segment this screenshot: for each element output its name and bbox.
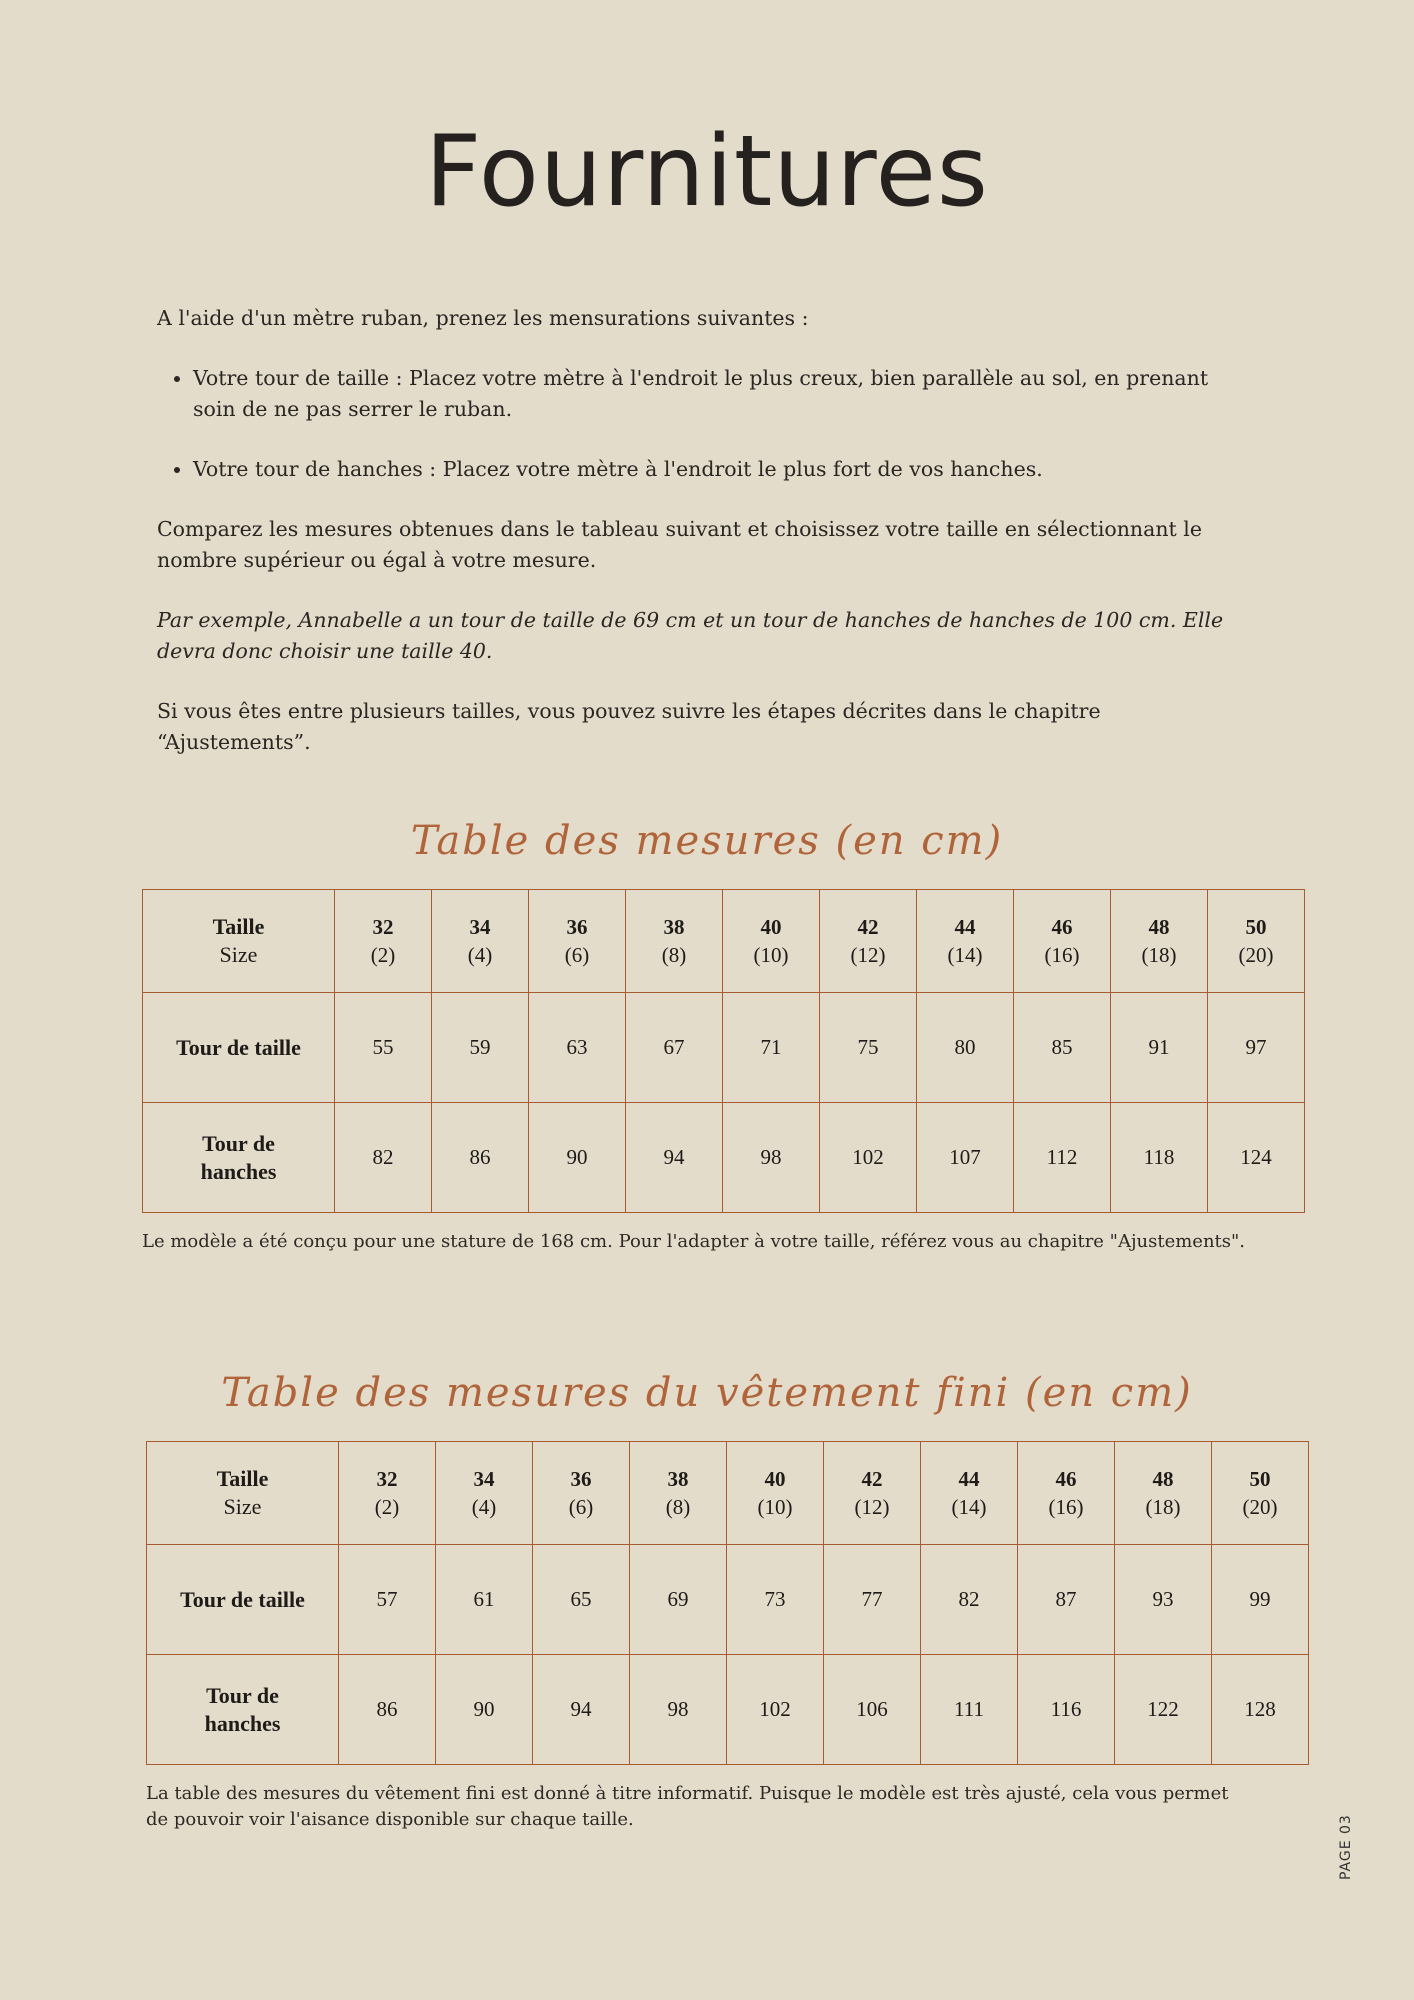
measurement-cell: 87 [1018, 1545, 1115, 1655]
measurement-cell: 63 [529, 993, 626, 1103]
finished-garment-table [146, 1441, 1309, 1765]
waist-instruction: • Votre tour de taille : Placez votre mètre à l'endroit le plus creux, bien parallèle au sol, en prenant soin de ne pas serrer le ruban. [193, 363, 1257, 425]
instructions-lead: A l'aide d'un mètre ruban, prenez les mensurations suivantes : [157, 306, 809, 330]
size-us: (16) [1048, 1495, 1084, 1519]
size-header-cell [147, 1442, 339, 1545]
size-column-header [436, 1442, 533, 1545]
size-column-header [921, 1442, 1018, 1545]
measurement-cell: 82 [335, 1103, 432, 1213]
size-column-header [824, 1442, 921, 1545]
measurement-cell: 106 [824, 1655, 921, 1765]
size-header-sublabel: Size [223, 1494, 262, 1519]
measurement-cell: 65 [533, 1545, 630, 1655]
finished-garment-title: Table des mesures du vêtement fini (en cm) [221, 1370, 1193, 1416]
size-column-header [1115, 1442, 1212, 1545]
size-column-header [1111, 890, 1208, 993]
measurement-cell: 124 [1208, 1103, 1305, 1213]
size-column-header [630, 1442, 727, 1545]
size-fr: 46 [1055, 1467, 1077, 1491]
size-fr: 32 [376, 1467, 398, 1491]
size-fr: 34 [473, 1467, 495, 1491]
size-fr: 42 [857, 915, 879, 939]
instructions [157, 303, 1257, 758]
measurement-cell: 73 [727, 1545, 824, 1655]
measurement-cell: 102 [727, 1655, 824, 1765]
size-us: (10) [757, 1495, 793, 1519]
size-us: (10) [753, 943, 789, 967]
measurement-cell: 55 [335, 993, 432, 1103]
size-column-header [1208, 890, 1305, 993]
measurement-cell: 97 [1208, 993, 1305, 1103]
measurement-cell: 75 [820, 993, 917, 1103]
size-column-header [727, 1442, 824, 1545]
size-fr: 46 [1051, 915, 1073, 939]
size-fr: 48 [1148, 915, 1170, 939]
finished-garment-note: La table des mesures du vêtement fini est donné à titre informatif. Puisque le modèle est très ajusté, cela vous permet de pouvoir voir l'aisance disponible sur chaque taille. [146, 1783, 1229, 1830]
measurement-cell: 98 [630, 1655, 727, 1765]
size-fr: 42 [861, 1467, 883, 1491]
size-column-header [335, 890, 432, 993]
measurement-cell: 82 [921, 1545, 1018, 1655]
measurement-cell: 85 [1014, 993, 1111, 1103]
size-fr: 50 [1245, 915, 1267, 939]
size-fr: 48 [1152, 1467, 1174, 1491]
measurement-cell: 59 [432, 993, 529, 1103]
size-fr: 40 [764, 1467, 786, 1491]
adjustments-paragraph: Si vous êtes entre plusieurs tailles, vous pouvez suivre les étapes décrites dans le chapitre “Ajustements”. [157, 699, 1101, 754]
size-us: (6) [564, 943, 590, 967]
measurement-cell: 122 [1115, 1655, 1212, 1765]
size-fr: 34 [469, 915, 491, 939]
size-fr: 38 [663, 915, 685, 939]
size-header-label: Taille [212, 914, 265, 939]
size-column-header [820, 890, 917, 993]
size-us: (14) [947, 943, 983, 967]
table-row [143, 1103, 1305, 1213]
size-column-header [1212, 1442, 1309, 1545]
size-us: (2) [370, 943, 396, 967]
page-number: PAGE 03 [1338, 1814, 1354, 1880]
measurement-cell: 69 [630, 1545, 727, 1655]
size-us: (14) [951, 1495, 987, 1519]
measurement-cell: 128 [1212, 1655, 1309, 1765]
size-fr: 36 [566, 915, 588, 939]
compare-paragraph: Comparez les mesures obtenues dans le tableau suivant et choisissez votre taille en sélectionnant le nombre supérieur ou égal à votre mesure. [157, 517, 1202, 572]
measurement-cell: 71 [723, 993, 820, 1103]
size-fr: 44 [954, 915, 976, 939]
example-paragraph: Par exemple, Annabelle a un tour de taille de 69 cm et un tour de hanches de hanches de 100 cm. Elle devra donc choisir une taille 40. [157, 608, 1224, 663]
measurement-cell: 86 [432, 1103, 529, 1213]
size-us: (18) [1141, 943, 1177, 967]
measurement-cell: 94 [626, 1103, 723, 1213]
measurement-cell: 91 [1111, 993, 1208, 1103]
measurement-cell: 77 [824, 1545, 921, 1655]
measurement-list [157, 363, 1257, 485]
measurement-cell: 67 [626, 993, 723, 1103]
measurement-cell: 90 [436, 1655, 533, 1765]
size-column-header [1014, 890, 1111, 993]
measurement-cell: 93 [1115, 1545, 1212, 1655]
table-header-row [147, 1442, 1309, 1545]
size-us: (6) [568, 1495, 594, 1519]
size-column-header [533, 1442, 630, 1545]
size-column-header [529, 890, 626, 993]
size-header-cell [143, 890, 335, 993]
measurement-cell: 112 [1014, 1103, 1111, 1213]
measurement-cell: 80 [917, 993, 1014, 1103]
hip-instruction: • Votre tour de hanches : Placez votre mètre à l'endroit le plus fort de vos hanches. [193, 454, 1257, 485]
size-fr: 32 [372, 915, 394, 939]
size-fr: 50 [1249, 1467, 1271, 1491]
measurement-cell: 118 [1111, 1103, 1208, 1213]
size-column-header [1018, 1442, 1115, 1545]
body-measurements-title: Table des mesures (en cm) [410, 818, 1004, 864]
measurement-cell: 61 [436, 1545, 533, 1655]
size-us: (8) [665, 1495, 691, 1519]
measurement-cell: 98 [723, 1103, 820, 1213]
table-row [147, 1655, 1309, 1765]
page-title: Fournitures [425, 115, 989, 229]
size-us: (4) [471, 1495, 497, 1519]
measurement-cell: 90 [529, 1103, 626, 1213]
body-measurements-note: Le modèle a été conçu pour une stature de 168 cm. Pour l'adapter à votre taille, référez vous au chapitre "Ajustements". [142, 1231, 1246, 1252]
size-column-header [626, 890, 723, 993]
table-row [143, 993, 1305, 1103]
measurement-cell: 99 [1212, 1545, 1309, 1655]
table-row [147, 1545, 1309, 1655]
size-fr: 40 [760, 915, 782, 939]
size-fr: 44 [958, 1467, 980, 1491]
row-label: Tour de hanches [147, 1655, 339, 1765]
size-us: (16) [1044, 943, 1080, 967]
size-us: (12) [854, 1495, 890, 1519]
size-us: (20) [1242, 1495, 1278, 1519]
measurement-cell: 86 [339, 1655, 436, 1765]
size-fr: 38 [667, 1467, 689, 1491]
measurement-cell: 94 [533, 1655, 630, 1765]
size-us: (2) [374, 1495, 400, 1519]
size-header-sublabel: Size [219, 942, 258, 967]
size-column-header [917, 890, 1014, 993]
measurement-cell: 102 [820, 1103, 917, 1213]
size-us: (18) [1145, 1495, 1181, 1519]
size-column-header [432, 890, 529, 993]
size-us: (20) [1238, 943, 1274, 967]
size-us: (4) [467, 943, 493, 967]
size-column-header [723, 890, 820, 993]
size-column-header [339, 1442, 436, 1545]
row-label: Tour de taille [147, 1545, 339, 1655]
size-us: (8) [661, 943, 687, 967]
size-us: (12) [850, 943, 886, 967]
measurement-cell: 57 [339, 1545, 436, 1655]
row-label: Tour de taille [143, 993, 335, 1103]
measurement-cell: 111 [921, 1655, 1018, 1765]
table-header-row [143, 890, 1305, 993]
measurement-cell: 116 [1018, 1655, 1115, 1765]
row-label: Tour de hanches [143, 1103, 335, 1213]
size-header-label: Taille [216, 1466, 269, 1491]
measurement-cell: 107 [917, 1103, 1014, 1213]
size-fr: 36 [570, 1467, 592, 1491]
body-measurements-table [142, 889, 1305, 1213]
